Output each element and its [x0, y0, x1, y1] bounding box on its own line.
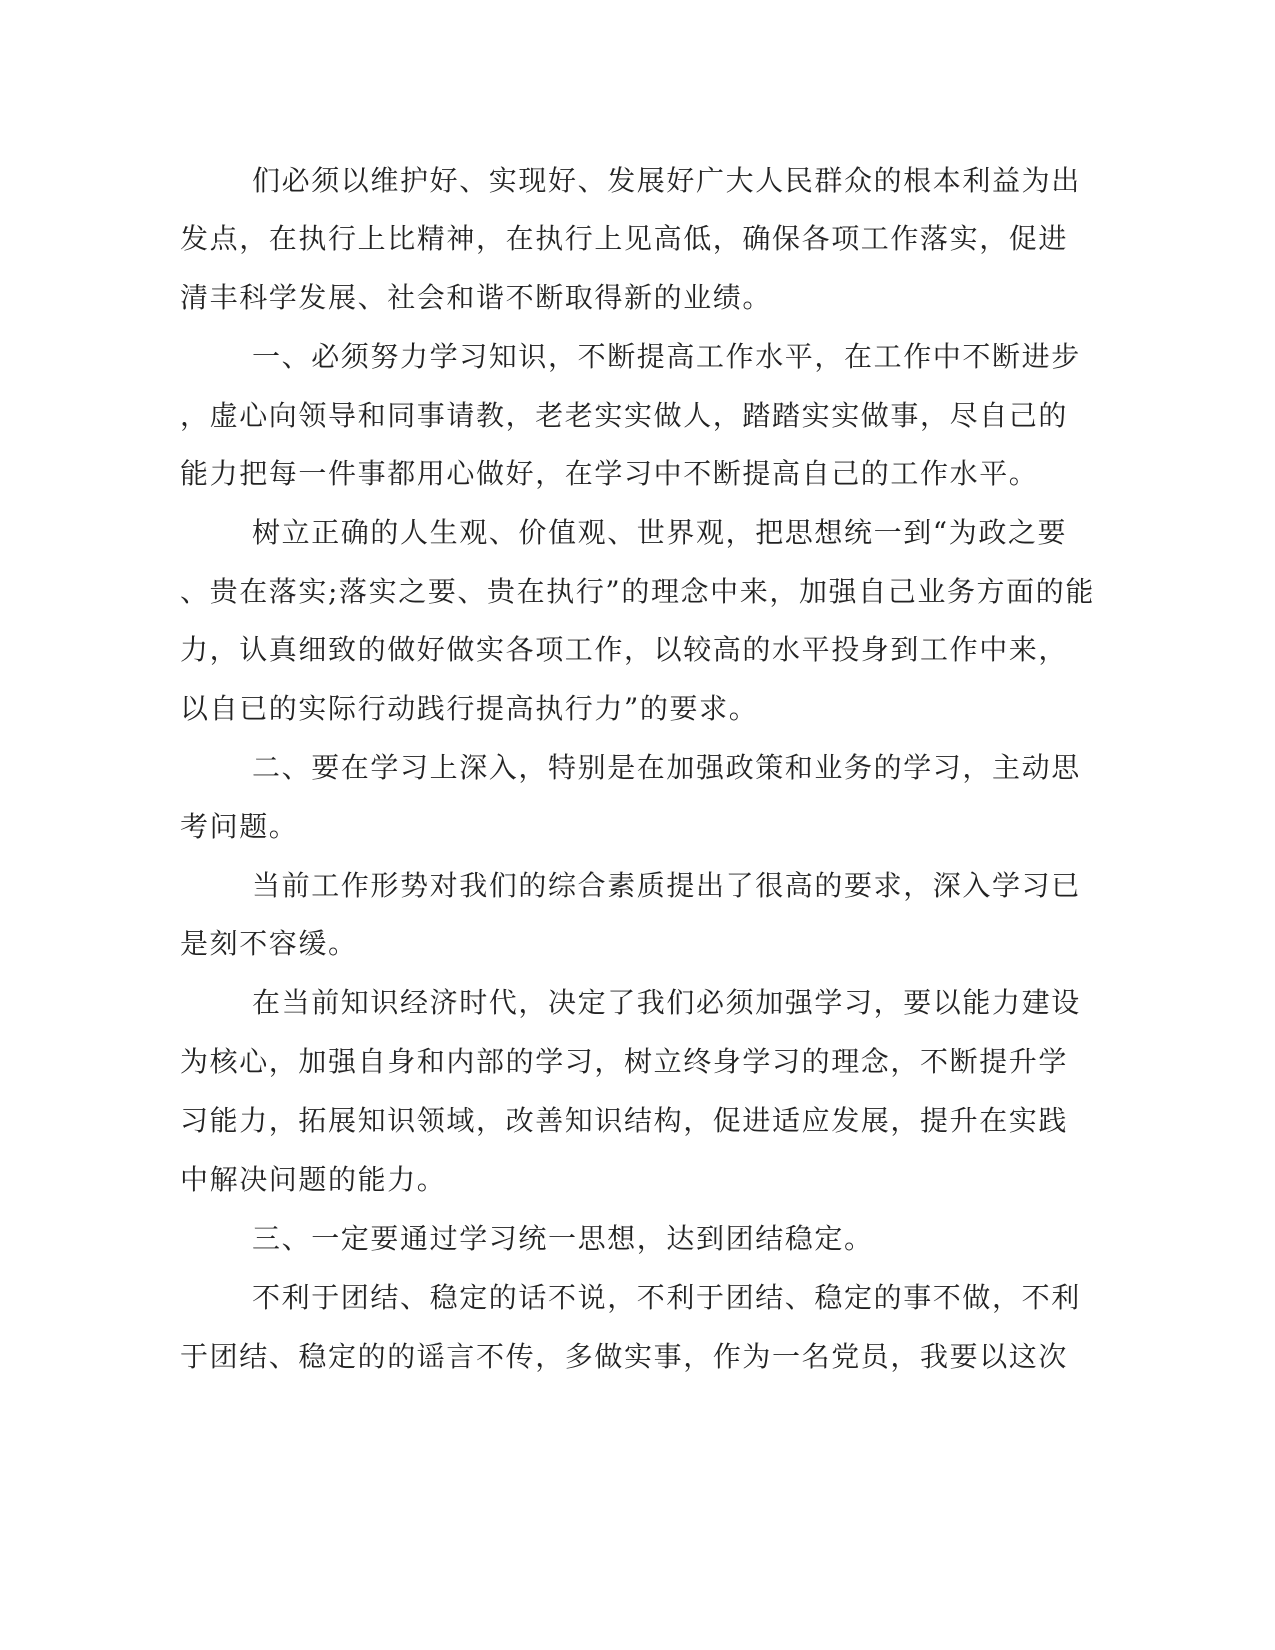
text-line: 、贵在落实;落实之要、贵在执行”的理念中来，加强自己业务方面的能 [180, 575, 1095, 608]
text-line: 于团结、稳定的的谣言不传，多做实事，作为一名党员，我要以这次 [180, 1340, 1069, 1373]
text-line: 不利于团结、稳定的话不说，不利于团结、稳定的事不做，不利 [252, 1281, 1081, 1314]
text-line: 是刻不容缓。 [180, 927, 358, 960]
text-line: 发点，在执行上比精神，在执行上见高低，确保各项工作落实，促进 [180, 222, 1069, 255]
text-line: 当前工作形势对我们的综合素质提出了很高的要求，深入学习已 [252, 869, 1081, 902]
text-line: 中解决问题的能力。 [180, 1163, 447, 1196]
text-line: 习能力，拓展知识领域，改善知识结构，促进适应发展，提升在实践 [180, 1104, 1069, 1137]
text-line: 能力把每一件事都用心做好，在学习中不断提高自己的工作水平。 [180, 457, 1039, 490]
text-line: 在当前知识经济时代，决定了我们必须加强学习，要以能力建设 [252, 986, 1081, 1019]
text-line: 二、要在学习上深入，特别是在加强政策和业务的学习，主动思 [252, 751, 1081, 784]
text-line: 考问题。 [180, 810, 299, 843]
text-line: 树立正确的人生观、价值观、世界观，把思想统一到“为政之要 [252, 516, 1068, 549]
text-line: 以自已的实际行动践行提高执行力”的要求。 [180, 692, 759, 725]
text-line: 一、必须努力学习知识，不断提高工作水平，在工作中不断进步 [252, 340, 1081, 373]
text-line: 力，认真细致的做好做实各项工作，以较高的水平投身到工作中来， [180, 633, 1069, 666]
text-line: 清丰科学发展、社会和谐不断取得新的业绩。 [180, 281, 773, 314]
text-line: ，虚心向领导和同事请教，老老实实做人，踏踏实实做事，尽自己的 [180, 399, 1069, 432]
text-line: 们必须以维护好、实现好、发展好广大人民群众的根本利益为出 [252, 164, 1081, 197]
text-line: 三、一定要通过学习统一思想，达到团结稳定。 [252, 1222, 874, 1255]
text-line: 为核心，加强自身和内部的学习，树立终身学习的理念，不断提升学 [180, 1045, 1069, 1078]
